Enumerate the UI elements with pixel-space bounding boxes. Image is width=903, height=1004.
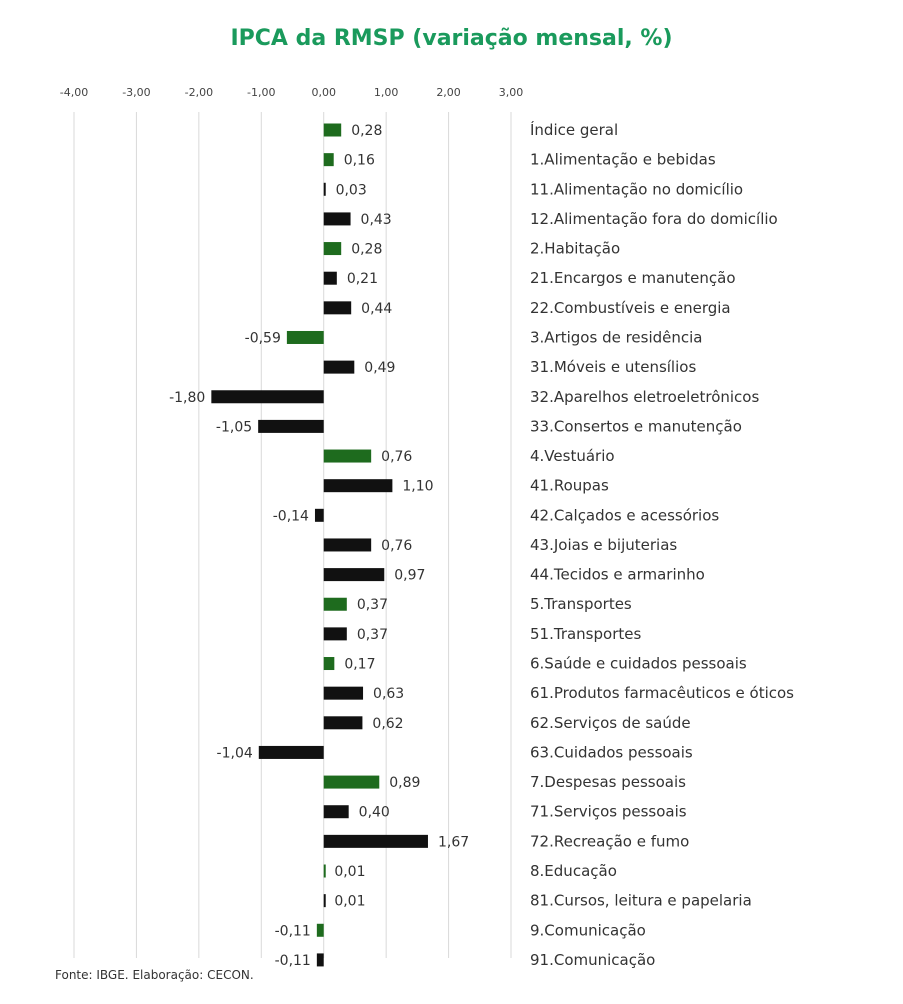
data-label: 0,76 (381, 449, 413, 466)
bar (317, 924, 324, 937)
data-label: 0,89 (389, 775, 421, 792)
data-label: 0,28 (351, 241, 383, 258)
data-label: 0,01 (334, 893, 366, 910)
bar (324, 242, 341, 255)
bar (324, 657, 335, 670)
category-label: 3.Artigos de residência (530, 328, 703, 347)
data-label: -0,59 (244, 330, 281, 347)
category-label: 32.Aparelhos eletroeletrônicos (530, 387, 760, 406)
bar (324, 894, 326, 907)
bar (259, 746, 324, 759)
chart-title: IPCA da RMSP (variação mensal, %) (230, 26, 673, 51)
category-label: 22.Combustíveis e energia (530, 298, 731, 317)
category-label: 71.Serviços pessoais (530, 802, 687, 821)
category-label: 31.Móveis e utensílios (530, 358, 697, 377)
bar (258, 420, 324, 433)
bar (324, 598, 347, 611)
bar (324, 479, 393, 492)
category-label: 33.Consertos e manutenção (530, 417, 742, 436)
bar (324, 272, 337, 285)
category-label: 11.Alimentação no domicílio (530, 180, 744, 199)
bar (324, 865, 326, 878)
data-label: -1,04 (216, 745, 253, 762)
bar (324, 627, 347, 640)
category-label: 8.Educação (530, 862, 617, 880)
category-label: 4.Vestuário (530, 447, 615, 466)
category-label: 12.Alimentação fora do domicílio (530, 209, 778, 228)
category-label: 81.Cursos, leitura e papelaria (530, 891, 752, 910)
bar (324, 450, 371, 463)
bar (324, 183, 326, 196)
data-label: 0,28 (351, 123, 383, 139)
bar (324, 301, 351, 314)
bar (324, 538, 371, 551)
data-label: 0,63 (373, 686, 405, 703)
x-tick-label: -3,00 (122, 86, 151, 99)
data-label: 0,21 (346, 271, 378, 288)
bar (324, 568, 385, 581)
bar (324, 805, 349, 818)
x-tick-label: 2,00 (436, 86, 461, 99)
data-label: 0,01 (334, 864, 366, 880)
category-label: 72.Recreação e fumo (530, 832, 690, 851)
category-label: 5.Transportes (530, 595, 632, 614)
category-label: Índice geral (530, 121, 619, 139)
category-labels (530, 120, 794, 969)
x-tick-label: -1,00 (247, 86, 276, 99)
data-label: 0,43 (360, 211, 392, 228)
bar (324, 835, 428, 848)
grid-lines (74, 112, 511, 958)
data-label: 0,97 (394, 567, 426, 584)
bar (324, 153, 334, 166)
bar (324, 361, 355, 374)
category-label: 6.Saúde e cuidados pessoais (530, 654, 747, 673)
category-label: 2.Habitação (530, 239, 621, 258)
bar (317, 953, 324, 966)
data-label: 0,17 (344, 656, 376, 673)
data-label: 0,44 (361, 300, 393, 317)
data-label: -0,14 (272, 508, 309, 525)
data-label: 0,16 (343, 152, 375, 169)
data-label: 0,40 (358, 804, 390, 821)
x-axis-ticks (60, 86, 523, 99)
data-label: 0,37 (356, 597, 388, 614)
data-label: 1,67 (437, 834, 470, 851)
category-label: 51.Transportes (530, 624, 642, 643)
category-label: 41.Roupas (530, 476, 609, 495)
data-label: 0,03 (335, 182, 367, 199)
x-tick-label: -2,00 (184, 86, 214, 99)
category-label: 21.Encargos e manutenção (530, 269, 736, 288)
category-label: 42.Calçados e acessórios (530, 506, 720, 525)
data-label: 0,37 (356, 626, 388, 643)
data-label: -1,05 (215, 419, 253, 436)
x-tick-label: 0,00 (311, 86, 336, 99)
category-label: 62.Serviços de saúde (530, 713, 691, 732)
data-label: -0,11 (274, 952, 311, 969)
x-tick-label: 1,00 (373, 86, 399, 99)
category-label: 61.Produtos farmacêuticos e óticos (530, 684, 795, 703)
category-label: 7.Despesas pessoais (530, 773, 686, 792)
bar (211, 390, 323, 403)
category-label: 1.Alimentação e bebidas (530, 150, 716, 169)
bar (315, 509, 324, 522)
x-tick-label: 3,00 (498, 86, 524, 99)
data-label: 0,49 (364, 360, 396, 377)
bar (324, 716, 363, 729)
data-label: 1,10 (402, 478, 434, 495)
category-label: 91.Comunicação (530, 950, 656, 969)
category-label: 44.Tecidos e armarinho (530, 565, 705, 584)
data-label: 0,62 (372, 715, 404, 732)
x-tick-label: -4,00 (59, 86, 89, 99)
bar (324, 212, 351, 225)
bar (287, 331, 324, 344)
bar (324, 776, 380, 789)
data-label: 0,76 (381, 537, 413, 554)
source-note: Fonte: IBGE. Elaboração: CECON. (55, 968, 254, 982)
bar (324, 124, 341, 137)
data-label: -1,80 (169, 389, 206, 406)
category-label: 63.Cuidados pessoais (530, 743, 693, 762)
data-label: -0,11 (274, 923, 311, 940)
category-label: 43.Joias e bijuterias (530, 535, 678, 554)
category-label: 9.Comunicação (530, 921, 646, 940)
bar (324, 687, 363, 700)
